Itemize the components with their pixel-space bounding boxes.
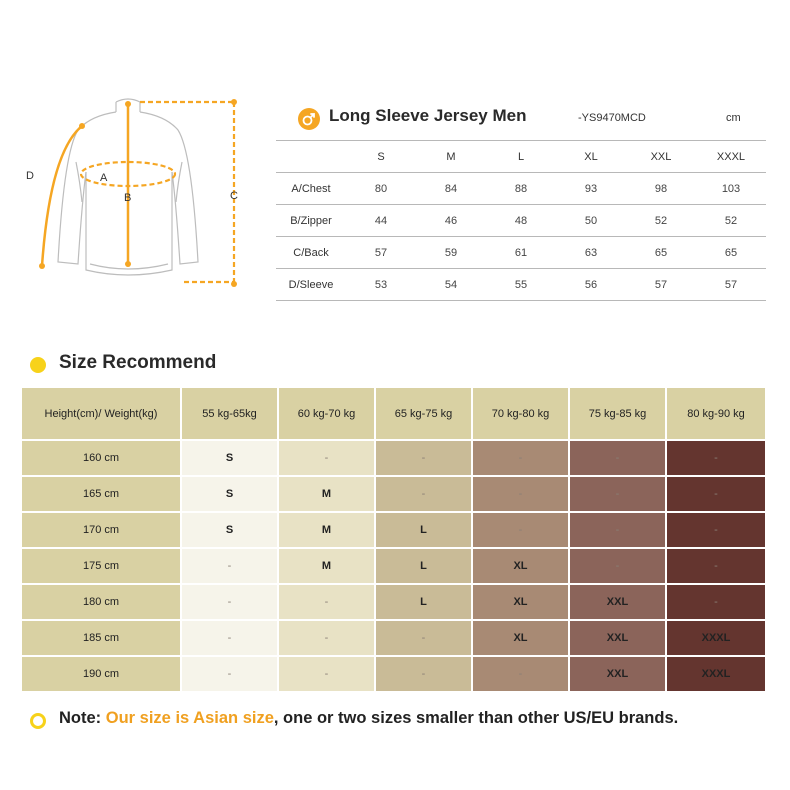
measurement-row (276, 205, 766, 237)
height-label: 175 cm (22, 549, 180, 583)
measurement-row (276, 269, 766, 301)
recommend-header-row (22, 388, 768, 439)
recommend-cell: - (473, 513, 568, 547)
measurement-row (276, 237, 766, 269)
measurement-value: 52 (626, 205, 696, 237)
recommend-cell: XXL (570, 657, 665, 691)
size-header: L (486, 141, 556, 173)
recommend-cell: - (279, 585, 374, 619)
unit-label: cm (726, 112, 741, 124)
recommend-row (22, 441, 768, 475)
recommend-cell: - (279, 657, 374, 691)
height-label: 160 cm (22, 441, 180, 475)
measurement-value: 44 (346, 205, 416, 237)
recommend-cell: XXL (570, 621, 665, 655)
label-c: C (230, 190, 238, 202)
height-label: 190 cm (22, 657, 180, 691)
height-label: 180 cm (22, 585, 180, 619)
recommend-cell: - (667, 549, 765, 583)
measurement-value: 46 (416, 205, 486, 237)
recommend-cell: - (667, 585, 765, 619)
measurement-header-row (276, 141, 766, 173)
measurement-value: 65 (696, 237, 766, 269)
measurement-value: 57 (346, 237, 416, 269)
note-text (59, 709, 678, 728)
height-label: 165 cm (22, 477, 180, 511)
recommend-cell: - (570, 441, 665, 475)
measurement-value: 65 (626, 237, 696, 269)
recommend-cell: - (182, 585, 277, 619)
measurement-corner (276, 141, 346, 173)
measurement-table (276, 140, 766, 301)
measurement-value: 59 (416, 237, 486, 269)
recommend-cell: - (570, 549, 665, 583)
weight-header: 65 kg-75 kg (376, 388, 471, 439)
recommend-cell: M (279, 549, 374, 583)
label-a: A (100, 172, 108, 184)
recommend-row (22, 657, 768, 691)
recommend-cell: M (279, 513, 374, 547)
recommend-row (22, 585, 768, 619)
recommend-cell: - (473, 477, 568, 511)
measurement-value: 57 (696, 269, 766, 301)
measurement-label: C/Back (276, 237, 346, 269)
recommend-cell: XL (473, 585, 568, 619)
bullet-ring-icon (30, 713, 46, 729)
size-header: S (346, 141, 416, 173)
jersey-outline (20, 92, 260, 302)
bullet-dot-icon (30, 357, 46, 373)
recommend-cell: L (376, 549, 471, 583)
weight-header: 60 kg-70 kg (279, 388, 374, 439)
size-note (30, 708, 780, 734)
size-header: XL (556, 141, 626, 173)
recommend-cell: - (376, 441, 471, 475)
recommend-cell: M (279, 477, 374, 511)
measurement-value: 54 (416, 269, 486, 301)
label-d: D (26, 170, 34, 182)
label-b: B (124, 192, 132, 204)
recommend-cell: XL (473, 621, 568, 655)
size-recommend-grid (22, 388, 768, 693)
recommend-cell: XXXL (667, 621, 765, 655)
recommend-cell: XXL (570, 585, 665, 619)
measurement-value: 53 (346, 269, 416, 301)
recommend-cell: L (376, 513, 471, 547)
recommend-cell: - (473, 657, 568, 691)
measurement-value: 98 (626, 173, 696, 205)
measurement-value: 103 (696, 173, 766, 205)
note-prefix: Note: (59, 709, 106, 727)
weight-header: 55 kg-65kg (182, 388, 277, 439)
size-header: XXL (626, 141, 696, 173)
recommend-cell: - (182, 621, 277, 655)
measurement-value: 50 (556, 205, 626, 237)
recommend-cell: XXXL (667, 657, 765, 691)
recommend-row (22, 621, 768, 655)
measurement-label: B/Zipper (276, 205, 346, 237)
weight-header: 75 kg-85 kg (570, 388, 665, 439)
recommend-row (22, 549, 768, 583)
measurement-row (276, 173, 766, 205)
recommend-cell: - (182, 657, 277, 691)
recommend-cell: - (279, 441, 374, 475)
recommend-cell: - (376, 621, 471, 655)
measurement-value: 56 (556, 269, 626, 301)
height-label: 170 cm (22, 513, 180, 547)
size-header: XXXL (696, 141, 766, 173)
measurement-value: 93 (556, 173, 626, 205)
note-suffix: , one or two sizes smaller than other US/EU brands. (273, 709, 679, 727)
measurement-value: 61 (486, 237, 556, 269)
measurement-value: 80 (346, 173, 416, 205)
product-header (296, 106, 776, 134)
measurement-value: 55 (486, 269, 556, 301)
recommend-row (22, 477, 768, 511)
height-label: 185 cm (22, 621, 180, 655)
jersey-diagram (20, 92, 260, 302)
size-recommend-title: Size Recommend (59, 352, 217, 373)
recommend-cell: - (667, 441, 765, 475)
measurement-value: 84 (416, 173, 486, 205)
recommend-cell: - (279, 621, 374, 655)
recommend-corner: Height(cm)/ Weight(kg) (22, 388, 180, 439)
recommend-cell: XL (473, 549, 568, 583)
recommend-cell: - (667, 477, 765, 511)
measurement-value: 52 (696, 205, 766, 237)
product-code: -YS9470MCD (578, 112, 646, 124)
recommend-cell: S (182, 441, 277, 475)
recommend-cell: L (376, 585, 471, 619)
weight-header: 80 kg-90 kg (667, 388, 765, 439)
measurement-value: 48 (486, 205, 556, 237)
measurement-value: 63 (556, 237, 626, 269)
recommend-row (22, 513, 768, 547)
note-highlight: Our size is Asian size (105, 709, 274, 727)
measurement-label: A/Chest (276, 173, 346, 205)
product-title: Long Sleeve Jersey Men (329, 106, 527, 125)
recommend-cell: - (570, 477, 665, 511)
recommend-cell: - (473, 441, 568, 475)
recommend-cell: S (182, 477, 277, 511)
recommend-cell: - (570, 513, 665, 547)
male-symbol-icon (298, 108, 320, 130)
recommend-cell: - (376, 657, 471, 691)
size-header: M (416, 141, 486, 173)
weight-header: 70 kg-80 kg (473, 388, 568, 439)
recommend-cell: S (182, 513, 277, 547)
recommend-cell: - (667, 513, 765, 547)
recommend-cell: - (376, 477, 471, 511)
recommend-cell: - (182, 549, 277, 583)
measurement-value: 88 (486, 173, 556, 205)
measurement-value: 57 (626, 269, 696, 301)
measurement-label: D/Sleeve (276, 269, 346, 301)
